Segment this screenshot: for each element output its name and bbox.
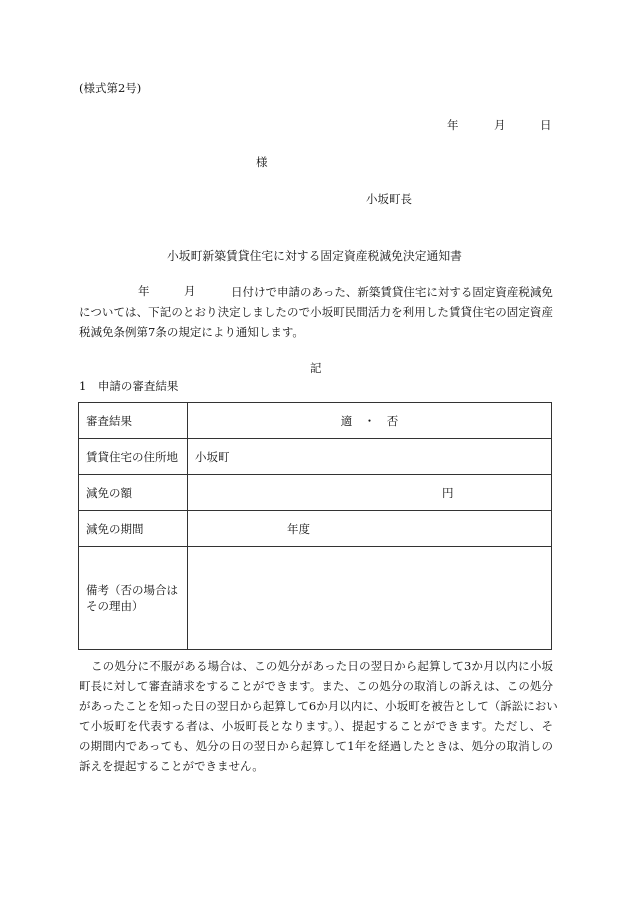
notice-line-1: この処分に不服がある場合は、この処分があった日の翌日から起算して3か月以内に小坂 — [91, 659, 553, 673]
section-1-heading: 1 申請の審査結果 — [79, 379, 179, 393]
document-title: 小坂町新築賃貸住宅に対する固定資産税減免決定通知書 — [167, 249, 462, 263]
appeal-notice-paragraph — [79, 656, 558, 776]
period-label: 減免の期間 — [79, 511, 188, 547]
notice-line-4: て小坂町を代表する者は、小坂町長となります。）、提起することができます。ただし、そ — [79, 719, 553, 733]
table-row-amount — [79, 475, 552, 511]
table-row-remarks — [79, 547, 552, 650]
table-row-review-result — [79, 403, 552, 439]
intro-year-label: 年 — [138, 284, 150, 298]
notice-line-3: があったことを知った日の翌日から起算して6か月以内に、小坂町を被告として（訴訟におい — [79, 699, 558, 713]
intro-line-2: については、下記のとおり決定しましたので小坂町民間活力を利用した賃貸住宅の固定資産 — [79, 305, 553, 319]
date-month-label: 月 — [494, 118, 506, 132]
table-row-period — [79, 511, 552, 547]
table-row-address — [79, 439, 552, 475]
notice-line-6: 訴えを提起することができません。 — [79, 759, 264, 773]
address-label: 賃貸住宅の住所地 — [79, 439, 188, 475]
sender-name: 小坂町長 — [366, 192, 412, 206]
review-result-value: 適 ・ 否 — [188, 403, 552, 439]
date-year-label: 年 — [447, 118, 459, 132]
review-result-label: 審査結果 — [79, 403, 188, 439]
intro-line-1 — [79, 282, 553, 302]
addressee-honorific: 様 — [256, 155, 268, 169]
address-value: 小坂町 — [188, 439, 552, 475]
review-result-table — [78, 402, 552, 650]
form-number: (様式第2号) — [79, 81, 142, 95]
remarks-value — [188, 547, 552, 650]
intro-line-1-text: 日付けで申請のあった、新築賃貸住宅に対する固定資産税減免 — [231, 285, 553, 299]
remarks-label: 備考（否の場合はその理由） — [79, 547, 188, 650]
amount-value: 円 — [188, 475, 552, 511]
ki-marker: 記 — [310, 361, 322, 375]
period-value: 年度 — [188, 511, 552, 547]
intro-line-3: 税減免条例第7条の規定により通知します。 — [79, 325, 304, 339]
notice-line-2: 町長に対して審査請求をすることができます。また、この処分の取消しの訴えは、この処分 — [79, 679, 553, 693]
intro-paragraph — [79, 282, 553, 342]
intro-month-label: 月 — [184, 284, 196, 298]
date-day-label: 日 — [540, 118, 552, 132]
amount-label: 減免の額 — [79, 475, 188, 511]
notice-line-5: の期間内であっても、処分の日の翌日から起算して1年を経過したときは、処分の取消しの — [79, 739, 553, 753]
